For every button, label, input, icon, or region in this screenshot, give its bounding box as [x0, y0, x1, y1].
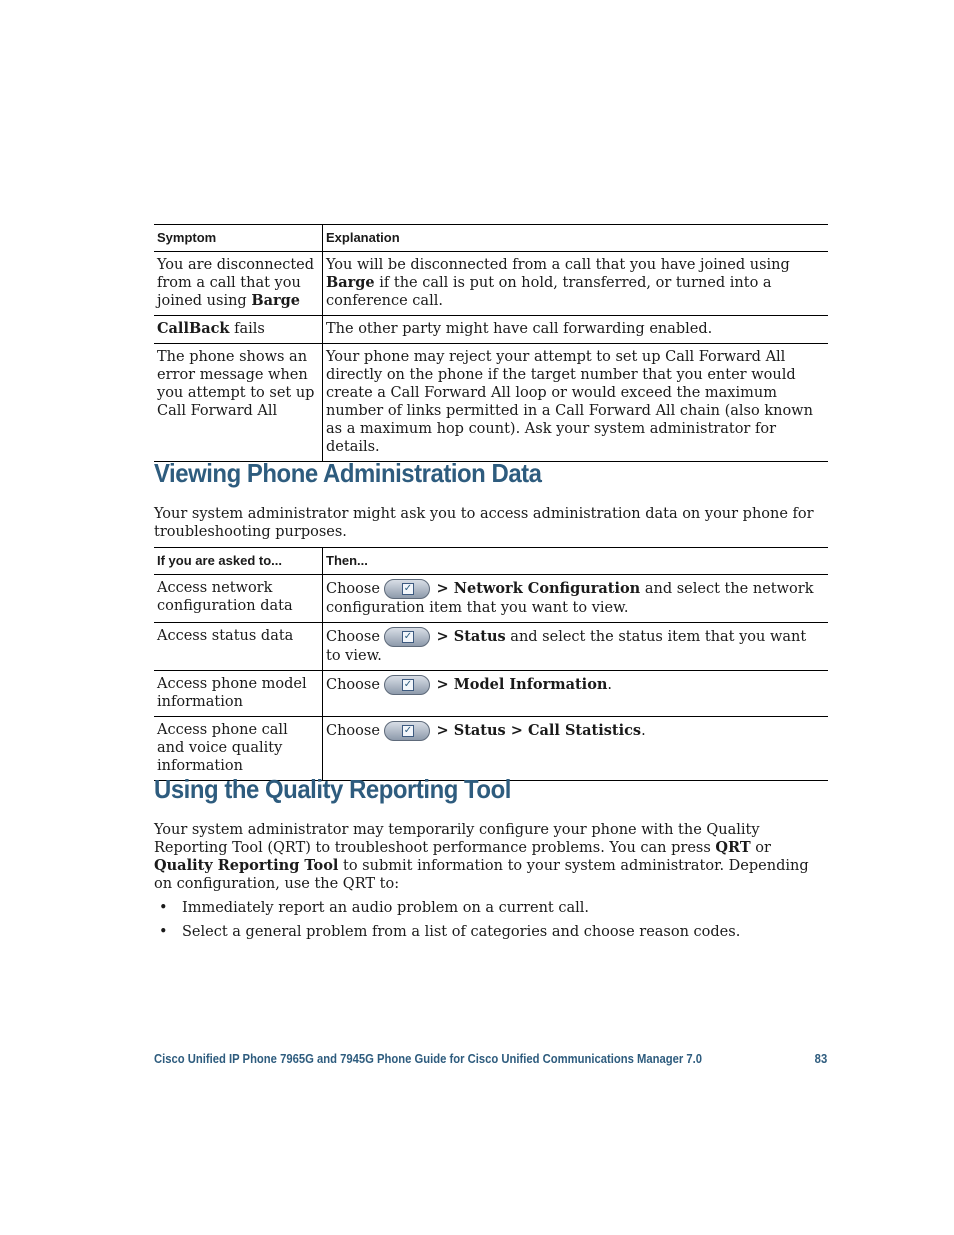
settings-button — [384, 721, 430, 741]
settings-button — [384, 627, 430, 647]
explanation-cell: Your phone may reject your attempt to set up Call Forward All directly on the phone if the target number that you enter would create a Call Forward All loop or would exceed the maximum number of links permitted in a Call Forward All chain (also known as a maximum hop count). Ask your system administrator for details. — [323, 344, 829, 462]
list-item: • Immediately report an audio problem on a current call. — [159, 900, 590, 916]
then-cell: Choose ✓ > Status and select the status item that you want to view. — [323, 623, 829, 671]
settings-button — [384, 675, 430, 695]
settings-check-icon: ✓ — [403, 583, 413, 594]
section-intro: Your system administrator may temporarily configure your phone with the Quality Reporting Tool (QRT) to troubleshoot performance problems. You can press QRT or Quality Reporting Tool to submit information to your system administrator. Depending on configuration, use the QRT to: — [154, 822, 809, 892]
col-header-then: Then... — [323, 548, 829, 575]
table-row — [154, 316, 828, 344]
list-item: • Select a general problem from a list of categories and choose reason codes. — [159, 924, 741, 940]
settings-check-icon: ✓ — [403, 679, 413, 690]
qrt-bullet-list — [154, 899, 828, 941]
col-header-explanation: Explanation — [323, 225, 829, 252]
symptom-cell: CallBack fails — [154, 316, 323, 344]
section-admin-data — [154, 458, 828, 541]
table-row — [154, 623, 828, 671]
table-row — [154, 252, 828, 316]
table-row — [154, 344, 828, 462]
then-cell: Choose ✓ > Model Information. — [323, 671, 829, 717]
explanation-cell: You will be disconnected from a call that you have joined using Barge if the call is put on hold, transferred, or turned into a conference call. — [323, 252, 829, 316]
table-row — [154, 717, 828, 781]
explanation-cell: The other party might have call forwarding enabled. — [323, 316, 829, 344]
bullet-icon: • — [159, 900, 168, 916]
settings-button — [384, 579, 430, 599]
section-heading: Using the Quality Reporting Tool — [154, 774, 511, 804]
task-cell: Access phone model information — [154, 671, 323, 717]
settings-check-icon: ✓ — [403, 631, 413, 642]
symptom-cell: You are disconnected from a call that you joined using Barge — [154, 252, 323, 316]
troubleshooting-table-wrap — [154, 224, 828, 462]
section-intro: Your system administrator might ask you to access administration data on your phone for troubleshooting purposes. — [154, 506, 814, 540]
col-header-symptom: Symptom — [154, 225, 323, 252]
settings-check-icon: ✓ — [403, 725, 413, 736]
section-qrt — [154, 774, 828, 947]
page-number: 83 — [814, 1052, 828, 1066]
then-cell: Choose ✓ > Status > Call Statistics. — [323, 717, 829, 781]
task-cell: Access phone call and voice quality information — [154, 717, 323, 781]
task-cell: Access network configuration data — [154, 575, 323, 623]
footer-title: Cisco Unified IP Phone 7965G and 7945G Phone Guide for Cisco Unified Communications Manager 7.0 — [154, 1052, 703, 1066]
troubleshooting-table — [154, 224, 828, 462]
admin-data-table-wrap — [154, 547, 828, 781]
table-row — [154, 575, 828, 623]
task-cell: Access status data — [154, 623, 323, 671]
bullet-icon: • — [159, 924, 168, 940]
page-footer — [154, 1052, 828, 1066]
admin-data-table — [154, 547, 828, 781]
table-row — [154, 671, 828, 717]
then-cell: Choose ✓ > Network Configuration and select the network configuration item that you want to view. — [323, 575, 829, 623]
section-heading: Viewing Phone Administration Data — [154, 458, 542, 488]
symptom-cell: The phone shows an error message when you attempt to set up Call Forward All — [154, 344, 323, 462]
col-header-task: If you are asked to... — [154, 548, 323, 575]
